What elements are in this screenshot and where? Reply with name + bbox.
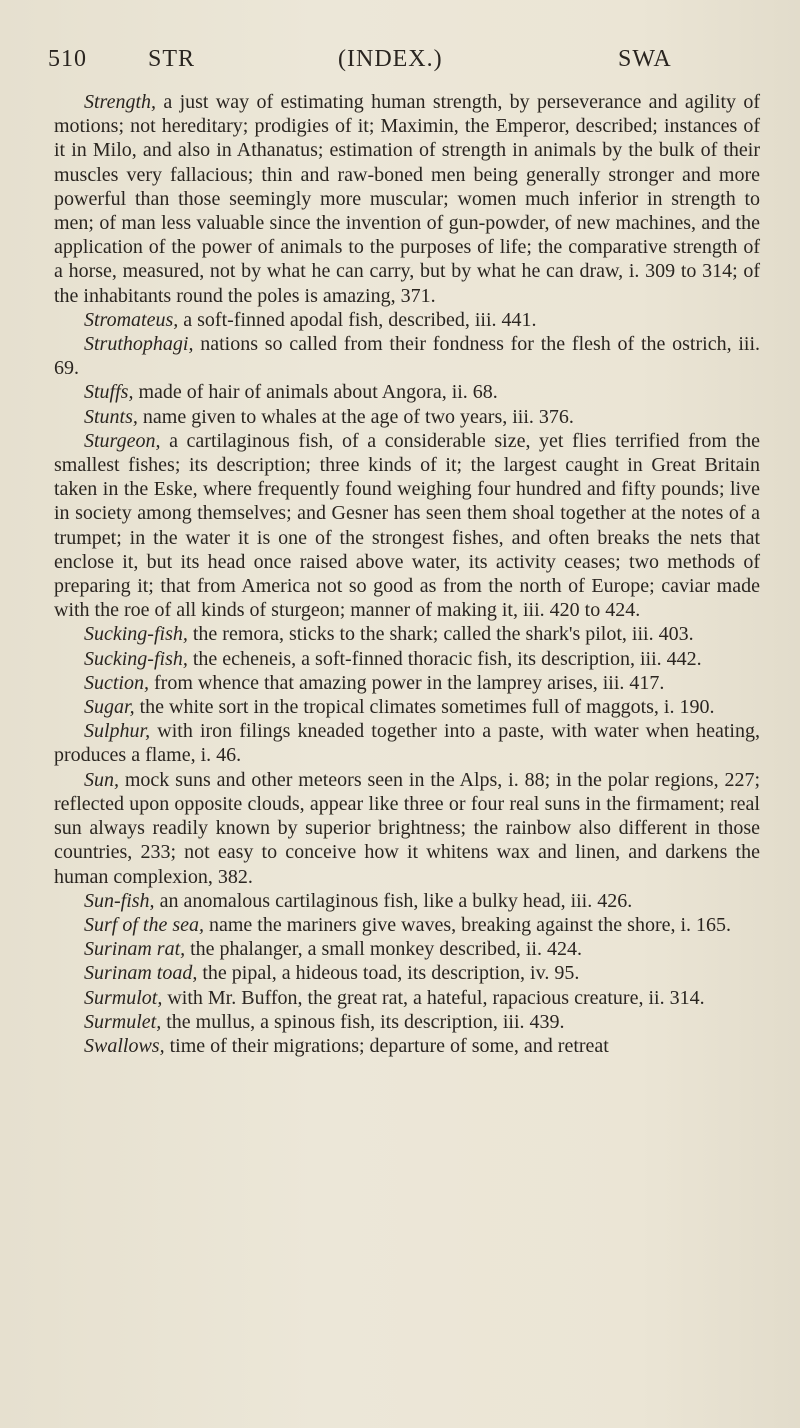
index-entry-sugar [54,695,760,719]
index-entry-struthophagi [54,332,760,380]
right-guide-word: SWA [618,46,672,72]
entry-term: Stuffs, [84,381,134,404]
entry-term: Sun-fish, [84,889,155,912]
entry-term: Swallows, [84,1034,165,1057]
index-entry-surf [54,913,760,937]
index-entry-stunts [54,405,760,429]
entry-text: a just way of estimating human strength, by perseverance and agility of motions; not hereditary; prodigies of it; Maximin, the Emperor, described; instances of it in Milo, and also in Athanatus; estimation of strength in animals by the bulk of their muscles very fallacious; thin and raw-boned men being generally stronger and more powerful than those seemingly more muscular; women much inferior in strength to men; of man less valuable since the invention of gun-powder, of new machines, and the application of the power of animals to the purposes of life; the comparative strength of a horse, measured, not by what he can carry, but by what he can draw, i. 309 to 314; of the inhabitants round the poles is amazing, 371. [54,91,760,307]
entry-text: the echeneis, a soft-finned thoracic fish, its description, iii. 442. [187,647,702,670]
section-title: (INDEX.) [338,46,443,72]
entry-term: Stromateus, [84,308,179,331]
index-entry-surinam-toad [54,961,760,985]
entry-term: Struthophagi, [84,333,194,356]
running-header [48,46,748,86]
index-entry-suction [54,671,760,695]
entry-text: the phalanger, a small monkey described, ii. 424. [185,938,582,961]
page-number: 510 [48,46,87,72]
entry-term: Surinam rat, [84,938,186,961]
index-entry-sun-fish [54,889,760,913]
index-entry-sulphur [54,719,760,767]
index-entry-surmulet [54,1010,760,1034]
entry-text: name the mariners give waves, breaking against the shore, i. 165. [204,913,732,936]
index-entry-stuffs [54,380,760,404]
entry-text: nations so called from their fondness for the flesh of the ostrich, iii. 69. [54,333,760,380]
entry-term: Surmulet, [84,1010,162,1033]
entry-term: Stunts, [84,405,138,428]
index-entry-surmulot [54,986,760,1010]
index-entries [54,90,760,1058]
index-entry-surinam-rat [54,937,760,961]
entry-term: Sturgeon, [84,429,161,452]
entry-text: the pipal, a hideous toad, its description, iv. 95. [197,962,580,985]
index-entry-sturgeon [54,429,760,623]
entry-text: mock suns and other meteors seen in the Alps, i. 88; in the polar regions, 227; reflected upon opposite clouds, appear like three or four real suns in the firmament; real sun always readily known by superior brightness; the rainbow also different in those countries, 233; not easy to conceive how it whitens wax and linen, and darkens the human complexion, 382. [54,768,760,888]
entry-text: with iron filings kneaded together into a paste, with water when heating, produces a flame, i. 46. [54,720,760,767]
index-entry-sucking-fish-remora [54,622,760,646]
entry-term: Surmulot, [84,986,163,1009]
entry-text: an anomalous cartilaginous fish, like a bulky head, iii. 426. [154,889,633,912]
entry-term: Sucking-fish, [84,623,188,646]
entry-text: a cartilaginous fish, of a considerable size, yet flies terrified from the smallest fishes; its description; three kinds of it; the largest caught in Great Britain taken in the Eske, where frequently found weighing four hundred and fifty pounds; live in society among themselves; and Gesner has seen them shoal together at the notes of a trumpet; in the water it is one of the strongest fishes, and often breaks the nets that enclose it, but its head once raised above water, its activity ceases; two methods of preparing it; that from America not so good as from the north of Europe; caviar made with the roe of all kinds of sturgeon; manner of making it, iii. 420 to 424. [54,429,760,622]
entry-text: the white sort in the tropical climates sometimes full of maggots, i. 190. [134,696,715,719]
index-entry-stromateus [54,308,760,332]
entry-term: Sugar, [84,696,135,719]
entry-text: time of their migrations; departure of some, and retreat [164,1034,609,1057]
entry-text: the mullus, a spinous fish, its description, iii. 439. [161,1010,565,1033]
index-entry-sun [54,768,760,889]
index-entry-swallows [54,1034,760,1058]
entry-term: Sulphur, [84,720,151,743]
left-guide-word: STR [148,46,196,72]
entry-text: name given to whales at the age of two years, iii. 376. [137,405,574,428]
entry-text: the remora, sticks to the shark; called the shark's pilot, iii. 403. [187,623,694,646]
entry-term: Sucking-fish, [84,647,188,670]
entry-term: Sun, [84,768,119,791]
entry-text: with Mr. Buffon, the great rat, a hateful, rapacious creature, ii. 314. [162,986,705,1009]
entry-text: made of hair of animals about Angora, ii. 68. [133,381,498,404]
index-entry-sucking-fish-echeneis [54,647,760,671]
entry-term: Surinam toad, [84,962,198,985]
entry-text: a soft-finned apodal fish, described, iii. 441. [178,308,537,331]
entry-term: Surf of the sea, [84,913,204,936]
entry-term: Strength, [84,91,157,113]
index-entry-strength [54,90,760,308]
entry-text: from whence that amazing power in the lamprey arises, iii. 417. [149,671,665,694]
entry-term: Suction, [84,671,149,694]
